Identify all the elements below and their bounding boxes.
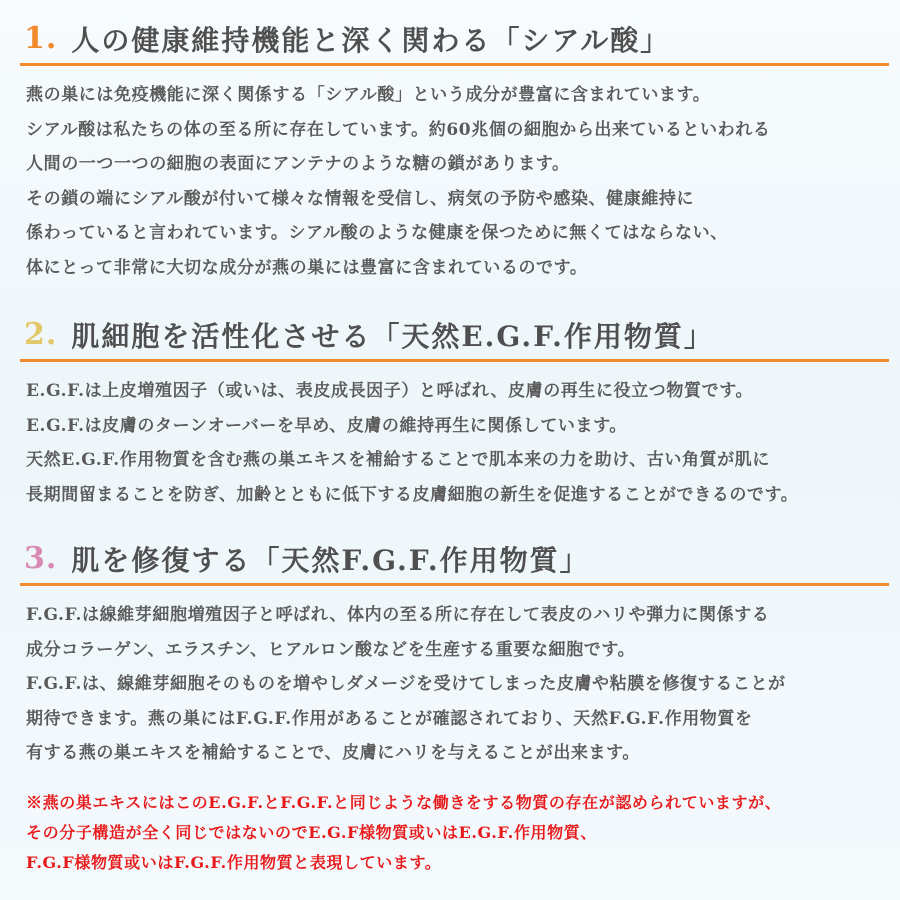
section-number: 2. [24,317,58,352]
section-body [26,78,890,285]
body-line: シアル酸は私たちの体の至る所に存在しています。約60兆個の細胞から出来ているといわれる [26,119,771,140]
body-line: 体にとって非常に大切な成分が燕の巣には豊富に含まれているのです。 [26,257,588,278]
note-line: その分子構造が全く同じではないのでE.G.F様物質或いはE.G.F.作用物質、 [26,823,597,842]
section-sialic-acid [0,14,900,285]
body-line: 有する燕の巣エキスを補給することで、皮膚にハリを与えることが出来ます。 [26,743,640,763]
section-title: 肌細胞を活性化させる「天然E.G.F.作用物質」 [71,319,714,353]
body-line: F.G.F.は、線維芽細胞そのものを増やしダメージを受けてしまった皮膚や粘膜を修復することが [26,674,786,694]
section-title: 肌を修復する「天然F.G.F.作用物質」 [71,543,590,577]
body-line: 長期間留まることを防ぎ、加齢とともに低下する皮膚細胞の新生を促進することができるのです。 [26,484,799,505]
body-line: F.G.F.は線維芽細胞増殖因子と呼ばれ、体内の至る所に存在して表皮のハリや弾力に関係する [26,605,770,625]
section-fgf [0,534,900,771]
section-title: 人の健康維持機能と深く関わる「シアル酸」 [71,23,671,57]
section-heading [20,534,889,586]
body-line: 天然E.G.F.作用物質を含む燕の巣エキスを補給することで肌本来の力を助け、古い角質が肌に [26,450,770,470]
body-line: 係わっていると言われています。シアル酸のような健康を保つために無くてはならない、 [26,223,728,243]
body-line: 成分コラーゲン、エラスチン、ヒアルロン酸などを生産する重要な細胞です。 [26,639,636,660]
note-line: ※燕の巣エキスにはこのE.G.F.とF.G.F.と同じような働きをする物質の存在が認められていますが、 [26,793,782,812]
body-line: その鎖の端にシアル酸が付いて様々な情報を受信し、病気の予防や感染、健康維持に [26,188,695,209]
section-heading [20,310,889,362]
disclaimer-note [26,788,890,878]
body-line: 人間の一つ一つの細胞の表面にアンテナのような糖の鎖があります。 [26,154,570,174]
section-number: 3. [24,541,58,576]
section-number: 1. [24,21,58,56]
section-body [26,374,890,512]
body-line: E.G.F.は上皮増殖因子（或いは、表皮成長因子）と呼ばれ、皮膚の再生に役立つ物質です。 [26,381,754,401]
body-line: 燕の巣には免疫機能に深く関係する「シアル酸」という成分が豊富に含まれています。 [26,85,711,105]
note-line: F.G.F様物質或いはF.G.F.作用物質と表現しています。 [26,853,442,872]
section-body [26,598,890,771]
section-heading [20,14,889,66]
body-line: 期待できます。燕の巣にはF.G.F.作用があることが確認されており、天然F.G.F.作用物質を [26,708,753,729]
body-line: E.G.F.は皮膚のターンオーバーを早め、皮膚の維持再生に関係しています。 [26,415,627,436]
section-egf [0,310,900,512]
